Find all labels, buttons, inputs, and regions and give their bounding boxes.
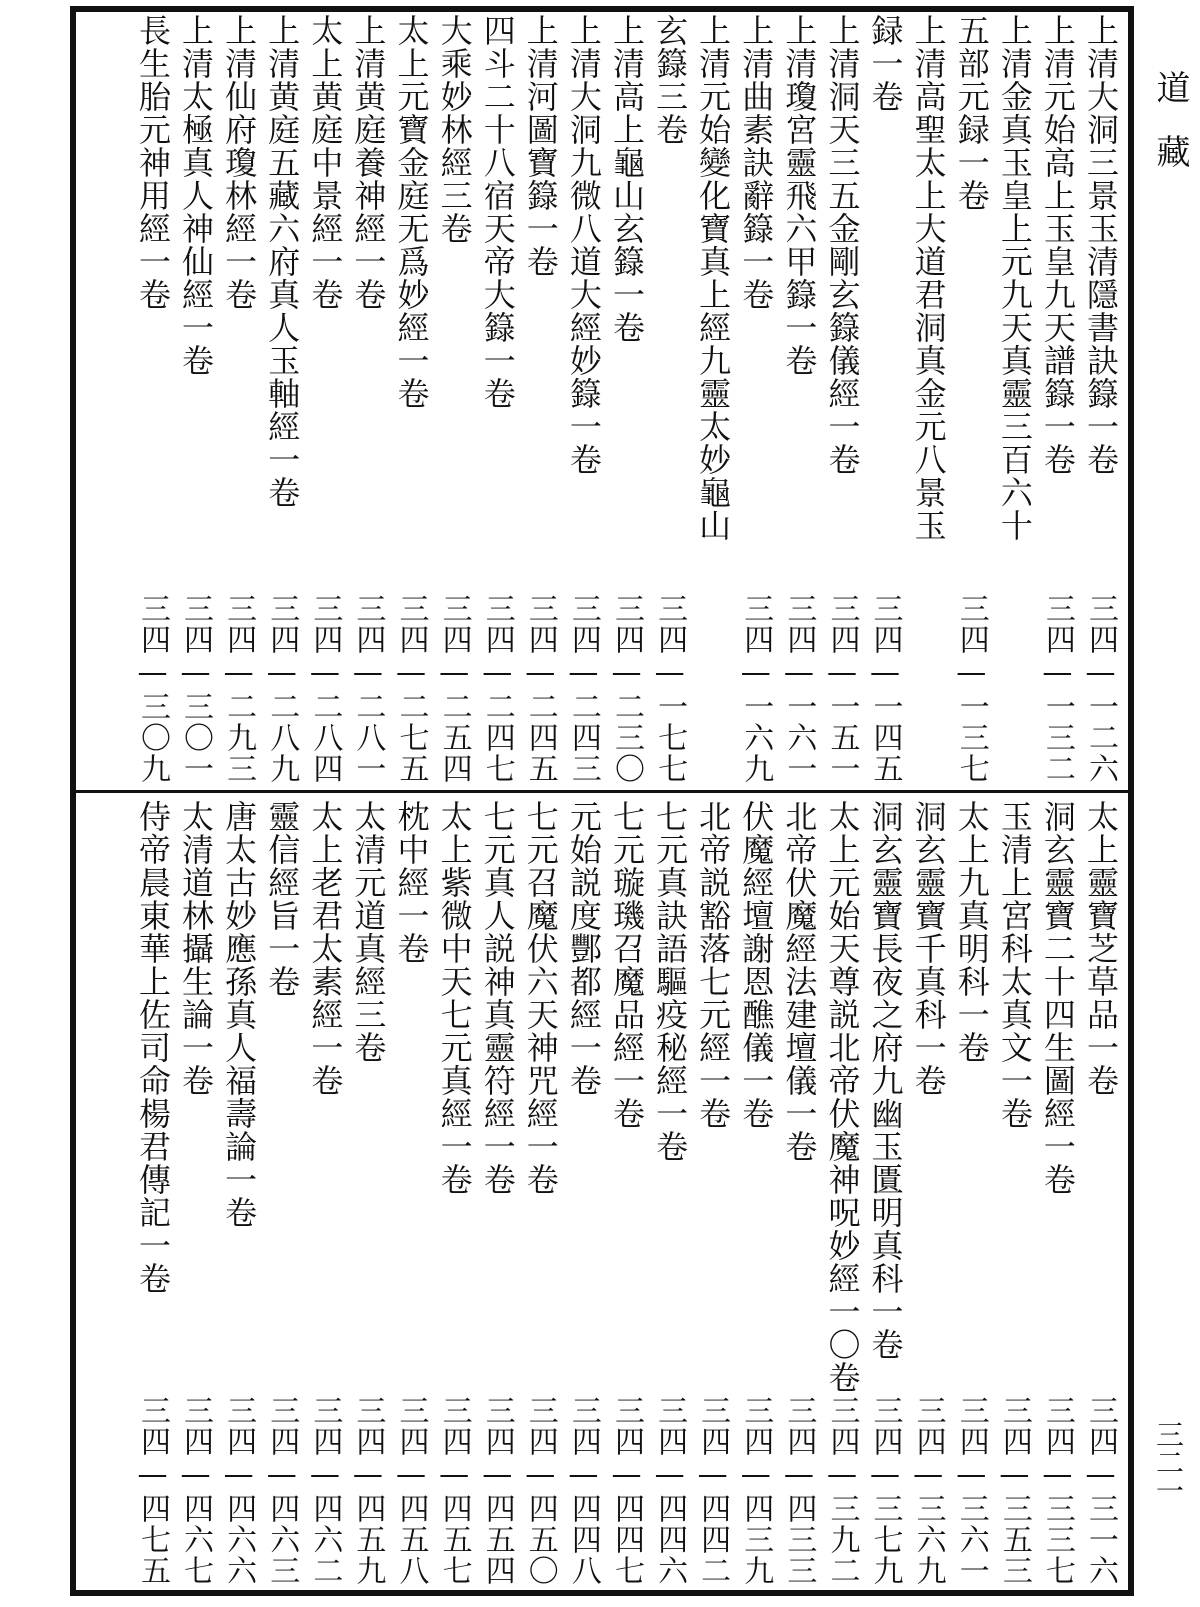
entry-page-ref: 三四—四三九: [738, 1395, 774, 1586]
catalog-entry: [648, 14, 691, 784]
entry-page-ref: 三四—四六七: [178, 1395, 214, 1586]
entry-title: 北帝説豁落七元經一卷: [694, 800, 733, 1130]
entry-page-ref: 三四—四五八: [393, 1395, 429, 1586]
entry-title: 洞玄靈寶二十四生圖經一卷: [1038, 800, 1077, 1196]
catalog-entry: [476, 800, 519, 1586]
entry-title: 上清金真玉皇上元九天真靈三百六十: [995, 14, 1034, 542]
entry-title: 唐太古妙應孫真人福壽論一卷: [220, 800, 259, 1229]
entry-page-ref: 三四—二八四: [307, 593, 343, 784]
section-divider: [76, 790, 1128, 793]
entry-page-ref: 三四—一七七: [652, 593, 688, 784]
entry-page-ref: 三四—四四六: [652, 1395, 688, 1586]
entry-title: 上清黄庭五藏六府真人玉軸經一卷: [263, 14, 302, 509]
catalog-entry: [605, 800, 648, 1586]
entry-title: 七元璇璣召魔品經一卷: [607, 800, 646, 1130]
entry-title: 上清仙府瓊林經一卷: [220, 14, 259, 311]
entry-title: 枕中經一卷: [392, 800, 431, 965]
entry-title: 太上黄庭中景經一卷: [306, 14, 345, 311]
catalog-entry: [648, 800, 691, 1586]
catalog-entry: [131, 14, 174, 784]
catalog-entry: [217, 800, 260, 1586]
entry-page-ref: 三四—一三二: [1039, 593, 1075, 784]
entry-title: 侍帝晨東華上佐司命楊君傳記一卷: [133, 800, 172, 1295]
catalog-entry: [605, 14, 648, 784]
entry-title: 元始説度酆都經一卷: [564, 800, 603, 1097]
catalog-entry: [950, 14, 993, 784]
entry-page-ref: 三四—二五四: [436, 593, 472, 784]
entry-page-ref: 三四—四五〇: [522, 1395, 558, 1586]
catalog-entry: [433, 14, 476, 784]
catalog-entry: [1079, 14, 1122, 784]
catalog-entry: [389, 800, 432, 1586]
entry-page-ref: 三四—二三〇: [608, 593, 644, 784]
catalog-entry: [820, 14, 863, 784]
catalog-entry: [562, 800, 605, 1586]
catalog-entry: [820, 800, 863, 1586]
catalog-entry: [1036, 800, 1079, 1586]
entry-title: 上清元始高上玉皇九天譜籙一卷: [1038, 14, 1077, 476]
running-title: 道藏: [1150, 70, 1190, 198]
catalog-entry: [260, 800, 303, 1586]
entry-page-ref: 三四—三六一: [953, 1395, 989, 1586]
entry-title: 上清河圖寶籙一卷: [521, 14, 560, 278]
catalog-entry: [734, 800, 777, 1586]
entry-title: 上清大洞九微八道大經妙籙一卷: [564, 14, 603, 476]
entry-title: 大乘妙林經三卷: [435, 14, 474, 245]
entry-title: 五部元録一卷: [952, 14, 991, 212]
entry-page-ref: 三四—三九二: [824, 1395, 860, 1586]
entry-title: 伏魔經壇謝恩醮儀一卷: [737, 800, 776, 1130]
entry-page-ref: 三四—一三七: [953, 593, 989, 784]
entry-title: 七元真訣語驅疫秘經一卷: [651, 800, 690, 1163]
entry-page-ref: 三四—三五三: [996, 1395, 1032, 1586]
entry-page-ref: 三四—一六九: [738, 593, 774, 784]
entry-page-ref: 三四—四四八: [565, 1395, 601, 1586]
catalog-entry: [777, 800, 820, 1586]
entry-page-ref: 三四—三七九: [867, 1395, 903, 1586]
entry-page-ref: 三四—一四五: [867, 593, 903, 784]
catalog-entry: [346, 800, 389, 1586]
entry-page-ref: 三四—二四五: [522, 593, 558, 784]
entry-title: 太上九真明科一卷: [952, 800, 991, 1064]
catalog-entry: [691, 800, 734, 1586]
catalog-entry: [174, 800, 217, 1586]
entry-title: 上清洞天三五金剛玄籙儀經一卷: [823, 14, 862, 476]
entry-page-ref: 三四—四三三: [781, 1395, 817, 1586]
catalog-entry: [1079, 800, 1122, 1586]
entry-title: 上清黄庭養神經一卷: [349, 14, 388, 311]
entry-page-ref: 三四—四四七: [608, 1395, 644, 1586]
catalog-entry: [907, 800, 950, 1586]
catalog-entry: [734, 14, 777, 784]
entry-page-ref: 三四—二九三: [221, 593, 257, 784]
entry-title: 録一卷: [866, 14, 905, 113]
page-number: 三二一: [1152, 1420, 1185, 1504]
entry-page-ref: 三四—一六一: [781, 593, 817, 784]
entry-page-ref: 三四—二八一: [350, 593, 386, 784]
entry-page-ref: 三四—四六二: [307, 1395, 343, 1586]
entry-title: 上清大洞三景玉清隱書訣籙一卷: [1082, 14, 1120, 476]
entry-title: 上清瓊宮靈飛六甲籙一卷: [780, 14, 819, 377]
bottom-catalog-section: [86, 800, 1122, 1586]
entry-page-ref: 三四—四六六: [221, 1395, 257, 1586]
entry-title: 玄籙三卷: [651, 14, 690, 146]
entry-title: 七元召魔伏六天神咒經一卷: [521, 800, 560, 1196]
entry-page-ref: 三四—四五九: [350, 1395, 386, 1586]
entry-title: 太上靈寶芝草品一卷: [1082, 800, 1120, 1097]
catalog-entry: [346, 14, 389, 784]
catalog-entry: [389, 14, 432, 784]
catalog-entry: [519, 14, 562, 784]
entry-title: 靈信經旨一卷: [263, 800, 302, 998]
entry-page-ref: 三四—四五四: [479, 1395, 515, 1586]
catalog-entry: [260, 14, 303, 784]
entry-title: 太清道林攝生論一卷: [177, 800, 216, 1097]
catalog-entry: [950, 800, 993, 1586]
entry-page-ref: 三四—三〇一: [178, 593, 214, 784]
entry-page-ref: 三四—三一六: [1083, 1395, 1118, 1586]
entry-page-ref: 三四—四五七: [436, 1395, 472, 1586]
entry-page-ref: 三四—一五一: [824, 593, 860, 784]
catalog-entry: [303, 800, 346, 1586]
entry-page-ref: 三四—二七五: [393, 593, 429, 784]
catalog-entry: [777, 14, 820, 784]
entry-title: 太上元始天尊説北帝伏魔神呪妙經一〇卷: [823, 800, 862, 1394]
catalog-entry: [907, 14, 950, 784]
catalog-entry: [993, 800, 1036, 1586]
entry-title: 上清曲素訣辭籙一卷: [737, 14, 776, 311]
entry-page-ref: 三四—二四七: [479, 593, 515, 784]
entry-title: 四斗二十八宿天帝大籙一卷: [478, 14, 517, 410]
catalog-entry: [1036, 14, 1079, 784]
entry-title: 洞玄靈寶千真科一卷: [909, 800, 948, 1097]
catalog-entry: [433, 800, 476, 1586]
entry-page-ref: 三四—四四二: [695, 1395, 731, 1586]
entry-page-ref: 三四—四七五: [134, 1395, 170, 1586]
catalog-entry: [562, 14, 605, 784]
entry-title: 玉清上宮科太真文一卷: [995, 800, 1034, 1130]
entry-title: 太上老君太素經一卷: [306, 800, 345, 1097]
entry-title: 太上紫微中天七元真經一卷: [435, 800, 474, 1196]
entry-page-ref: 三四—三三七: [1039, 1395, 1075, 1586]
entry-title: 上清高聖太上大道君洞真金元八景玉: [909, 14, 948, 542]
entry-title: 北帝伏魔經法建壇儀一卷: [780, 800, 819, 1163]
catalog-entry: [691, 14, 734, 784]
entry-title: 洞玄靈寶長夜之府九幽玉匱明真科一卷: [866, 800, 905, 1361]
entry-title: 上清太極真人神仙經一卷: [177, 14, 216, 377]
catalog-entry: [863, 14, 906, 784]
catalog-entry: [174, 14, 217, 784]
catalog-entry: [993, 14, 1036, 784]
entry-page-ref: 三四—三六九: [910, 1395, 946, 1586]
entry-page-ref: 三四—四六三: [264, 1395, 300, 1586]
catalog-entry: [131, 800, 174, 1586]
top-catalog-section: [86, 14, 1122, 784]
entry-page-ref: 三四—二四三: [565, 593, 601, 784]
catalog-entry: [863, 800, 906, 1586]
entry-page-ref: 三四—一二六: [1083, 593, 1118, 784]
entry-title: 上清元始變化寶真上經九靈太妙龜山: [694, 14, 733, 542]
catalog-entry: [519, 800, 562, 1586]
entry-title: 太清元道真經三卷: [349, 800, 388, 1064]
entry-title: 七元真人説神真靈符經一卷: [478, 800, 517, 1196]
catalog-entry: [303, 14, 346, 784]
entry-title: 太上元寶金庭无爲妙經一卷: [392, 14, 431, 410]
entry-page-ref: 三四—三〇九: [134, 593, 170, 784]
entry-page-ref: 三四—二八九: [264, 593, 300, 784]
entry-title: 長生胎元神用經一卷: [133, 14, 172, 311]
catalog-entry: [476, 14, 519, 784]
catalog-entry: [217, 14, 260, 784]
entry-title: 上清高上龜山玄籙一卷: [607, 14, 646, 344]
